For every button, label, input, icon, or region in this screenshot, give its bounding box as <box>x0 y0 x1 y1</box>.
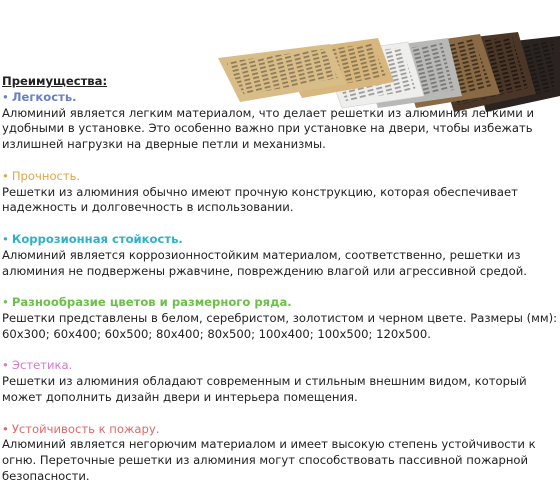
advantage-title <box>2 358 558 374</box>
bullet-icon: • <box>2 358 9 373</box>
advantage-title <box>2 90 558 106</box>
advantage-item <box>2 169 558 216</box>
advantage-title <box>2 169 558 185</box>
advantage-item <box>2 232 558 279</box>
advantages-heading: Преимущества: <box>2 74 108 88</box>
advantages-list <box>2 90 558 485</box>
advantage-title-text: Разнообразие цветов и размерного ряда. <box>11 295 292 310</box>
bullet-icon: • <box>2 231 9 246</box>
advantage-title <box>2 295 558 311</box>
bullet-icon: • <box>2 295 9 310</box>
advantage-title <box>2 232 558 248</box>
advantage-title-text: Коррозионная стойкость. <box>11 231 183 246</box>
advantage-title-text: Прочность. <box>11 168 81 183</box>
advantage-description: Решетки из алюминия обладают современным и стильным внешним видом, который может дополнить дизайн двери и интерьера помещения. <box>2 374 527 404</box>
advantages-content <box>2 74 558 501</box>
advantage-description: Алюминий является легким материалом, что делает решетки из алюминия легкими и удобными в установке. Это особенно важно при установке на двери, чтобы избежать излишней нагрузки на дверные петли и механизмы. <box>2 105 535 152</box>
bullet-icon: • <box>2 89 9 104</box>
advantage-title-text: Устойчивость к пожару. <box>11 421 160 436</box>
advantage-description: Алюминий является негорючим материалом и имеет высокую степень устойчивости к огню. Переточные решетки из алюминия могут способствовать пассивной пожарной безопасности. <box>2 437 536 483</box>
advantage-item <box>2 295 558 342</box>
advantage-item <box>2 90 558 153</box>
advantage-description: Решетки из алюминия обычно имеют прочную конструкцию, которая обеспечивает надежность и долговечность в использовании. <box>2 184 518 215</box>
advantage-description: Решетки представлены в белом, серебристом, золотистом и черном цвете. Размеры (мм): 60x300; 60x400; 60x500; 80x400; 80x500; 100x400; 100x500; 120x500. <box>2 310 558 341</box>
advantage-title-text: Эстетика. <box>11 358 73 373</box>
advantage-item <box>2 422 558 485</box>
bullet-icon: • <box>2 421 9 436</box>
advantage-title <box>2 422 558 438</box>
bullet-icon: • <box>2 168 9 183</box>
advantage-description: Алюминий является коррозионностойким материалом, соответственно, решетки из алюминия не подвержены ржавчине, повреждению влагой или агрессивной средой. <box>2 247 527 278</box>
advantage-title-text: Легкость. <box>11 89 77 104</box>
advantage-item <box>2 358 558 405</box>
